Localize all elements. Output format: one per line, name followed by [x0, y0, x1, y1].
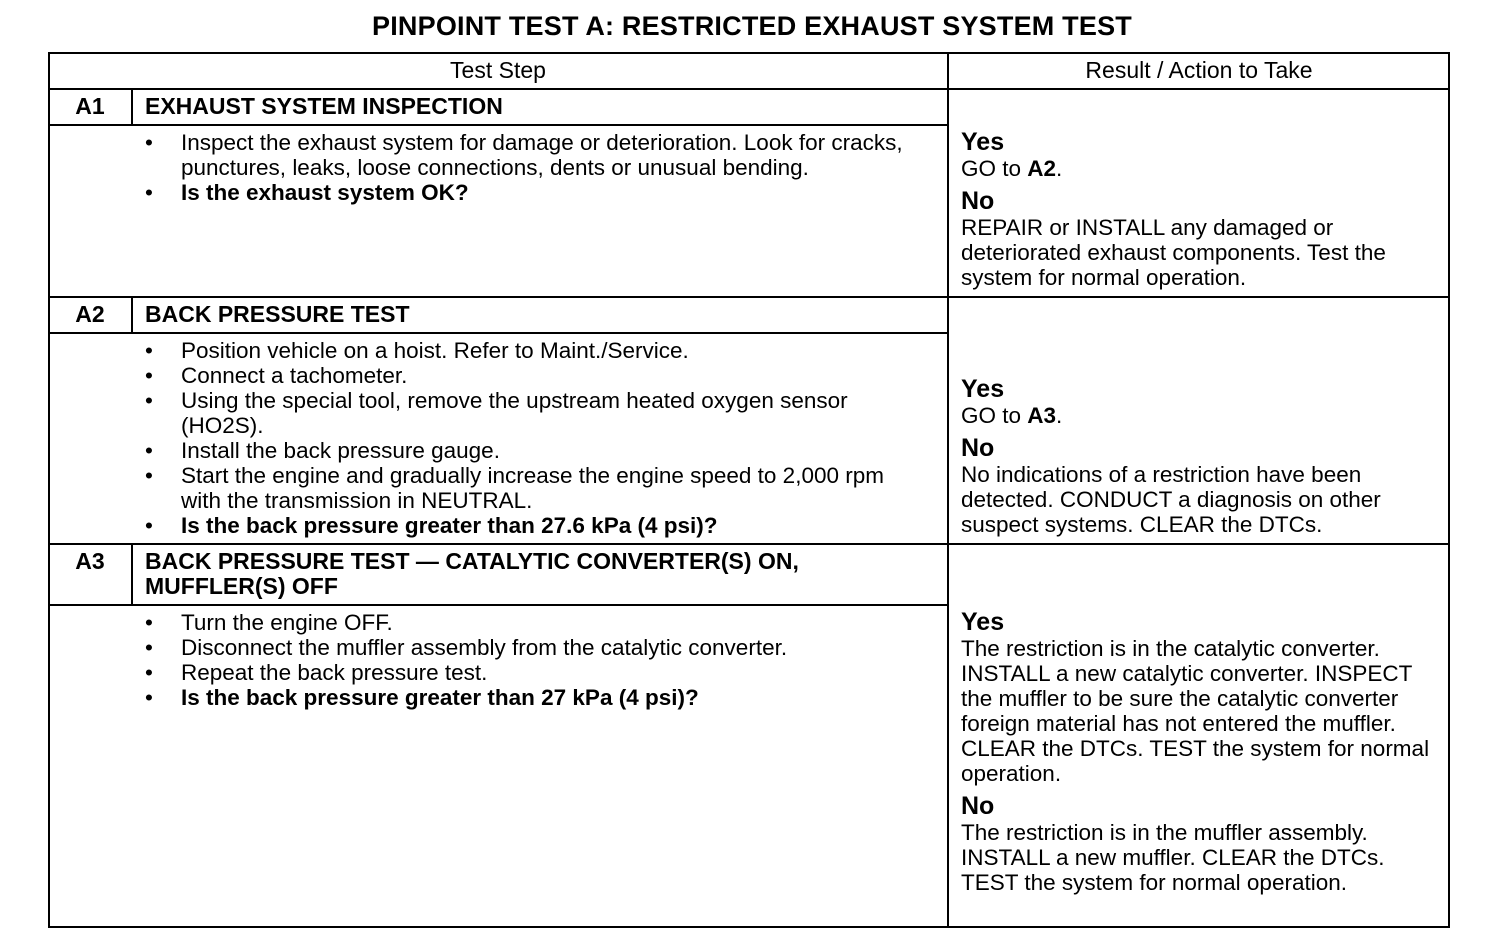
result-action: [961, 375, 1445, 537]
yes-action: GO to A3.: [961, 403, 1063, 428]
list-item: • Is the back pressure greater than 27 kPa (4 psi)?: [145, 685, 699, 710]
bullet-icon: •: [145, 180, 153, 205]
yes-label: Yes: [961, 128, 1005, 156]
bullet-icon: •: [145, 363, 153, 388]
result-action: [961, 608, 1445, 895]
bullet-icon: •: [145, 660, 153, 685]
step-id: A2: [75, 301, 105, 327]
list-item: • Is the exhaust system OK?: [145, 180, 469, 205]
step-title-rule-a1: [49, 124, 948, 126]
header-test-step: Test Step: [450, 57, 546, 83]
list-item: • Inspect the exhaust system for damage or deterioration. Look for cracks, punctures, leaks, loose connections, dents or unusual bending.: [145, 130, 903, 180]
result-action: [961, 128, 1445, 290]
list-item: • Position vehicle on a hoist. Refer to Maint./Service.: [145, 338, 689, 363]
no-label: No: [961, 434, 995, 462]
bullet-icon: •: [145, 513, 153, 538]
yes-label: Yes: [961, 608, 1005, 636]
page-title: PINPOINT TEST A: RESTRICTED EXHAUST SYSTEM TEST: [372, 11, 1132, 41]
step-id: A1: [75, 93, 105, 119]
step-instructions: [145, 610, 921, 710]
bullet-icon: •: [145, 438, 153, 463]
section-rule-a1-a2: [49, 296, 1449, 298]
bullet-icon: •: [145, 338, 153, 363]
no-label: No: [961, 187, 995, 215]
section-rule-a2-a3: [49, 543, 1449, 545]
bullet-icon: •: [145, 610, 153, 635]
bullet-icon: •: [145, 130, 153, 155]
list-item: • Start the engine and gradually increase the engine speed to 2,000 rpm with the transmission in NEUTRAL.: [145, 463, 884, 513]
step-title: BACK PRESSURE TEST — CATALYTIC CONVERTER(S) ON, MUFFLER(S) OFF: [145, 548, 799, 599]
bullet-icon: •: [145, 635, 153, 660]
step-id-divider-a1: [131, 89, 133, 125]
list-item: • Using the special tool, remove the upstream heated oxygen sensor (HO2S).: [145, 388, 848, 438]
step-title-rule-a2: [49, 332, 948, 334]
step-id: A3: [75, 548, 105, 574]
bullet-icon: •: [145, 685, 153, 710]
header-rule: [49, 88, 1449, 90]
step-instructions: [145, 338, 921, 538]
step-id-divider-a2: [131, 297, 133, 333]
step-title-rule-a3: [49, 604, 948, 606]
no-action: No indications of a restriction have been detected. CONDUCT a diagnosis on other suspect systems. CLEAR the DTCs.: [961, 462, 1381, 537]
step-id-divider-a3: [131, 544, 133, 605]
no-action: The restriction is in the muffler assembly. INSTALL a new muffler. CLEAR the DTCs. TEST the system for normal operation.: [961, 820, 1385, 895]
step-title: EXHAUST SYSTEM INSPECTION: [145, 93, 503, 119]
list-item: • Turn the engine OFF.: [145, 610, 393, 635]
column-divider: [947, 53, 949, 927]
list-item: • Repeat the back pressure test.: [145, 660, 488, 685]
no-action: REPAIR or INSTALL any damaged or deteriorated exhaust components. Test the system for normal operation.: [961, 215, 1386, 290]
bullet-icon: •: [145, 388, 153, 413]
step-title: BACK PRESSURE TEST: [145, 301, 410, 327]
list-item: • Connect a tachometer.: [145, 363, 408, 388]
yes-action: The restriction is in the catalytic converter. INSTALL a new catalytic converter. INSPECT the muffler to be sure the catalytic converter foreign material has not entered the muffler. CLEAR the DTCs. TEST the system for normal operation.: [961, 636, 1430, 786]
step-instructions: [145, 130, 921, 205]
list-item: • Is the back pressure greater than 27.6 kPa (4 psi)?: [145, 513, 718, 538]
no-label: No: [961, 792, 995, 820]
yes-action: GO to A2.: [961, 156, 1063, 181]
list-item: • Disconnect the muffler assembly from the catalytic converter.: [145, 635, 788, 660]
bullet-icon: •: [145, 463, 153, 488]
yes-label: Yes: [961, 375, 1005, 403]
list-item: • Install the back pressure gauge.: [145, 438, 500, 463]
header-result-action: Result / Action to Take: [1085, 57, 1313, 83]
